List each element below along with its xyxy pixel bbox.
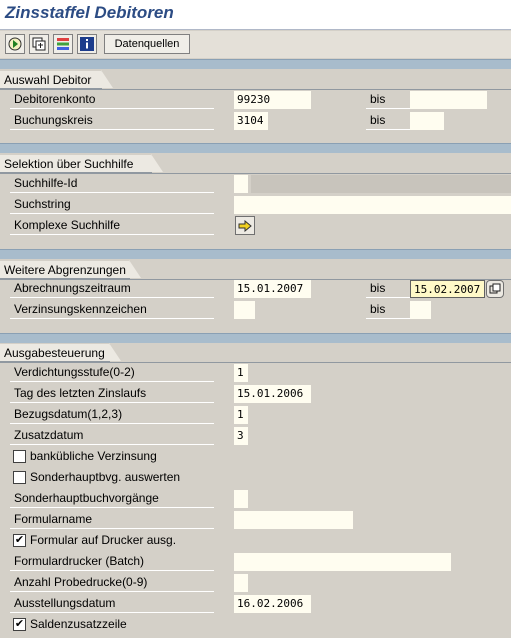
- formular-drucker-label: Formular auf Drucker ausg.: [30, 533, 177, 547]
- suchstring-field[interactable]: [234, 196, 511, 214]
- suchhilfe-id-label: Suchhilfe-Id: [14, 176, 78, 190]
- label-underline: [10, 381, 214, 382]
- row-debitorenkonto: [0, 90, 511, 111]
- zusatzdatum-label: Zusatzdatum: [14, 428, 84, 442]
- arrow-right-icon: [238, 220, 252, 232]
- label-underline: [366, 297, 410, 298]
- letzter-zinslauf-field[interactable]: 15.01.2006: [234, 385, 311, 403]
- row-sonderhauptbuchvorgaenge: [0, 489, 511, 510]
- multiple-selection-button[interactable]: [486, 280, 504, 298]
- selection-options-button[interactable]: [53, 34, 73, 54]
- debitorenkonto-from-field[interactable]: 99230: [234, 91, 311, 109]
- checkmark-icon: ✔: [14, 618, 25, 630]
- section-title-ausgabe: Ausgabesteuerung: [0, 344, 110, 362]
- saldenzusatzzeile-checkbox[interactable]: [13, 618, 26, 631]
- debitorenkonto-to-field[interactable]: [410, 91, 487, 109]
- row-suchhilfe-id: [0, 174, 511, 195]
- suchhilfe-description-field: [251, 175, 511, 193]
- label-underline: [366, 129, 410, 130]
- probedrucke-field[interactable]: [234, 574, 248, 592]
- variant-button[interactable]: [29, 34, 49, 54]
- row-zusatzdatum: [0, 426, 511, 447]
- ausstellungsdatum-label: Ausstellungsdatum: [14, 596, 116, 610]
- row-buchungskreis: [0, 111, 511, 132]
- verdichtungsstufe-field[interactable]: 1: [234, 364, 248, 382]
- title-bar: [0, 0, 511, 30]
- buchungskreis-label: Buchungskreis: [14, 113, 93, 127]
- label-underline: [10, 318, 214, 319]
- variant-icon: [31, 36, 47, 52]
- ausstellungsdatum-field[interactable]: 16.02.2006: [234, 595, 311, 613]
- formularname-field[interactable]: [234, 511, 353, 529]
- bezugsdatum-field[interactable]: 1: [234, 406, 248, 424]
- label-underline: [366, 108, 410, 109]
- row-sonderhauptbvg: [0, 468, 511, 489]
- label-underline: [10, 612, 214, 613]
- formularname-label: Formularname: [14, 512, 93, 526]
- bis-label: bis: [370, 302, 386, 316]
- abrechnungszeitraum-from-field[interactable]: 15.01.2007: [234, 280, 311, 298]
- multiple-selection-icon: [489, 283, 501, 295]
- suchhilfe-id-field[interactable]: [234, 175, 248, 193]
- verzinsungskennzeichen-to-field[interactable]: [410, 301, 431, 319]
- row-bankuebliche-verzinsung: [0, 447, 511, 468]
- probedrucke-label: Anzahl Probedrucke(0-9): [14, 575, 148, 589]
- execute-button[interactable]: [5, 34, 25, 54]
- row-komplexe-suchhilfe: [0, 216, 511, 237]
- sonderhauptbuchvorgaenge-label: Sonderhauptbuchvorgänge: [14, 491, 159, 505]
- komplexe-suchhilfe-label: Komplexe Suchhilfe: [14, 218, 121, 232]
- info-button[interactable]: [77, 34, 97, 54]
- bis-label: bis: [370, 92, 386, 106]
- separator-band: [0, 59, 511, 69]
- row-formularname: [0, 510, 511, 531]
- row-verzinsungskennzeichen: [0, 300, 511, 321]
- label-underline: [10, 297, 214, 298]
- row-verdichtungsstufe: [0, 363, 511, 384]
- section-title-suchhilfe: Selektion über Suchhilfe: [0, 155, 152, 173]
- row-probedrucke: [0, 573, 511, 594]
- saldenzusatzzeile-label: Saldenzusatzzeile: [30, 617, 127, 631]
- formulardrucker-batch-field[interactable]: [234, 553, 451, 571]
- row-bezugsdatum: [0, 405, 511, 426]
- label-underline: [366, 318, 410, 319]
- abrechnungszeitraum-to-field[interactable]: 15.02.2007: [410, 280, 485, 298]
- row-saldenzusatzzeile: [0, 615, 511, 636]
- section-title-abgrenzungen: Weitere Abgrenzungen: [0, 261, 130, 279]
- sonderhauptbvg-checkbox[interactable]: [13, 471, 26, 484]
- bezugsdatum-label: Bezugsdatum(1,2,3): [14, 407, 123, 421]
- label-underline: [10, 570, 214, 571]
- row-formulardrucker-batch: [0, 552, 511, 573]
- section-title-auswahl: Auswahl Debitor: [0, 71, 102, 89]
- label-underline: [10, 234, 214, 235]
- application-toolbar: [0, 31, 511, 58]
- komplexe-suchhilfe-button[interactable]: [235, 216, 255, 235]
- suchstring-label: Suchstring: [14, 197, 71, 211]
- separator-band: [0, 333, 511, 343]
- zusatzdatum-field[interactable]: 3: [234, 427, 248, 445]
- execute-icon: [7, 36, 23, 52]
- label-underline: [10, 213, 214, 214]
- letzter-zinslauf-label: Tag des letzten Zinslaufs: [14, 386, 147, 400]
- sonderhauptbvg-label: Sonderhauptbvg. auswerten: [30, 470, 181, 484]
- label-underline: [10, 129, 214, 130]
- bankuebliche-verzinsung-checkbox[interactable]: [13, 450, 26, 463]
- label-underline: [10, 528, 214, 529]
- row-abrechnungszeitraum: [0, 279, 511, 300]
- bis-label: bis: [370, 281, 386, 295]
- label-underline: [10, 192, 214, 193]
- separator-band: [0, 143, 511, 153]
- separator-band: [0, 249, 511, 259]
- debitorenkonto-label: Debitorenkonto: [14, 92, 96, 106]
- page-title: Zinsstaffel Debitoren: [5, 3, 174, 22]
- datenquellen-button[interactable]: Datenquellen: [104, 34, 190, 54]
- bankuebliche-verzinsung-label: bankübliche Verzinsung: [30, 449, 157, 463]
- row-letzter-zinslauf: [0, 384, 511, 405]
- verzinsungskennzeichen-label: Verzinsungskennzeichen: [14, 302, 147, 316]
- label-underline: [10, 423, 214, 424]
- label-underline: [10, 402, 214, 403]
- bis-label: bis: [370, 113, 386, 127]
- row-formular-drucker: [0, 531, 511, 552]
- row-suchstring: [0, 195, 511, 216]
- label-underline: [10, 108, 214, 109]
- buchungskreis-to-field[interactable]: [410, 112, 444, 130]
- selection-options-icon: [55, 36, 71, 52]
- buchungskreis-from-field[interactable]: 3104: [234, 112, 268, 130]
- info-icon: [79, 36, 95, 52]
- label-underline: [10, 591, 214, 592]
- label-underline: [10, 507, 214, 508]
- verdichtungsstufe-label: Verdichtungsstufe(0-2): [14, 365, 135, 379]
- sonderhauptbuchvorgaenge-field[interactable]: [234, 490, 248, 508]
- label-underline: [10, 444, 214, 445]
- verzinsungskennzeichen-from-field[interactable]: [234, 301, 255, 319]
- formulardrucker-batch-label: Formulardrucker (Batch): [14, 554, 145, 568]
- row-ausstellungsdatum: [0, 594, 511, 615]
- abrechnungszeitraum-label: Abrechnungszeitraum: [14, 281, 131, 295]
- checkmark-icon: ✔: [14, 534, 25, 546]
- formular-drucker-checkbox[interactable]: [13, 534, 26, 547]
